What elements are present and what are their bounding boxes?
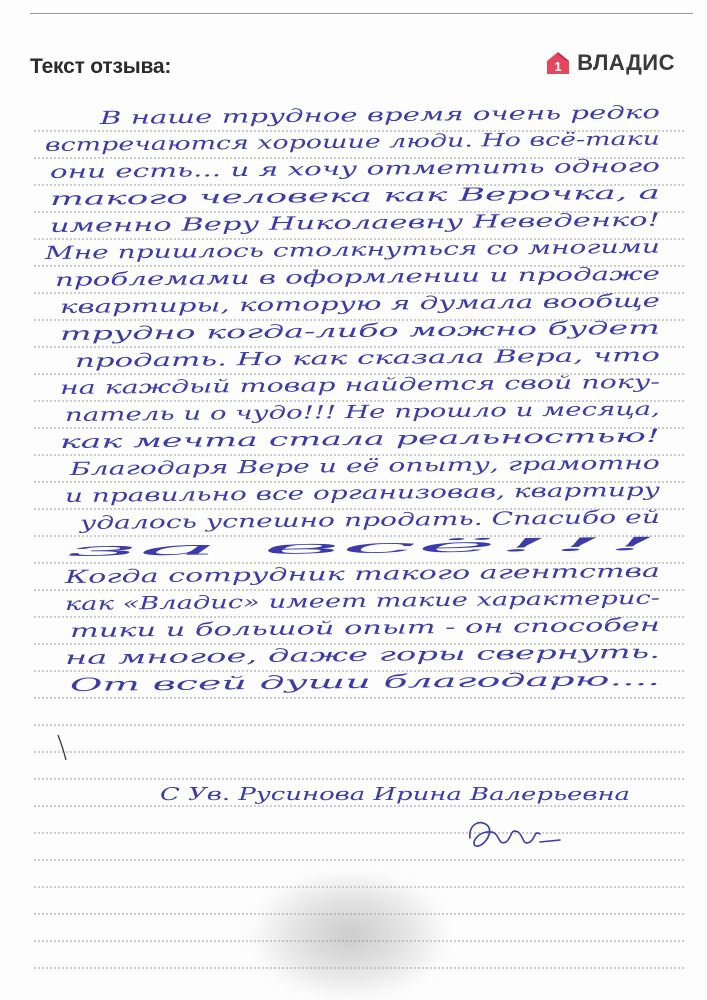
handwritten-line: квартиры, которую я думала вообще <box>59 293 428 318</box>
handwritten-line: и правильно все организовав, квартиру <box>64 481 449 507</box>
handwritten-line: Благодаря Вере и её опыту, грамотно <box>69 455 446 480</box>
handwritten-line: именно Веру Николаевну Неведенко! <box>49 212 410 237</box>
signature-scribble <box>470 823 560 847</box>
handwritten-line: трудно когда-либо можно будет <box>59 320 384 345</box>
handwritten-line: удалось успешно продать. Спасибо ей <box>79 509 451 534</box>
handwritten-line: на многое, даже горы свернуть. <box>64 644 382 669</box>
handwritten-line: продать. Но как сказала Вера, что <box>74 347 417 372</box>
handwritten-line: патель и о чудо!!! Не прошло и месяца, <box>64 400 453 426</box>
svg-text:1: 1 <box>554 59 562 74</box>
handwritten-line: От всей души благодарю.... <box>69 672 338 696</box>
handwritten-line: как мечта стала реальностью! <box>59 428 371 453</box>
signature-line: С Ув. Русинова Ирина Валерьевна <box>160 784 630 805</box>
handwritten-line: Когда сотрудник такого агентства <box>64 563 421 588</box>
handwritten-line: встречаются хорошие люди. Но всё-таки <box>44 130 458 156</box>
handwritten-line: как «Владис» имеет такие характерис- <box>64 589 458 615</box>
pen-mark <box>58 735 66 760</box>
handwritten-line: такого человека как Верочка, а <box>49 185 357 210</box>
handwritten-line: В наше трудное время очень редко <box>99 104 445 129</box>
handwritten-line: тики и большой опыт - он способен <box>69 617 420 642</box>
handwritten-line: на каждый товар найдется свой поку- <box>59 374 440 399</box>
page-title: Текст отзыва: <box>30 55 172 78</box>
handwritten-line: проблемами в оформлении и продаже <box>54 266 426 291</box>
brand-name: ВЛАДИС <box>577 50 675 75</box>
handwritten-line: они есть... и я хочу отметить одного <box>49 158 424 183</box>
redacted-stamp-smudge <box>250 870 450 1000</box>
handwritten-line: Мне пришлось столкнуться со многими <box>44 238 440 264</box>
handwritten-line: за всё!!! <box>64 539 145 561</box>
